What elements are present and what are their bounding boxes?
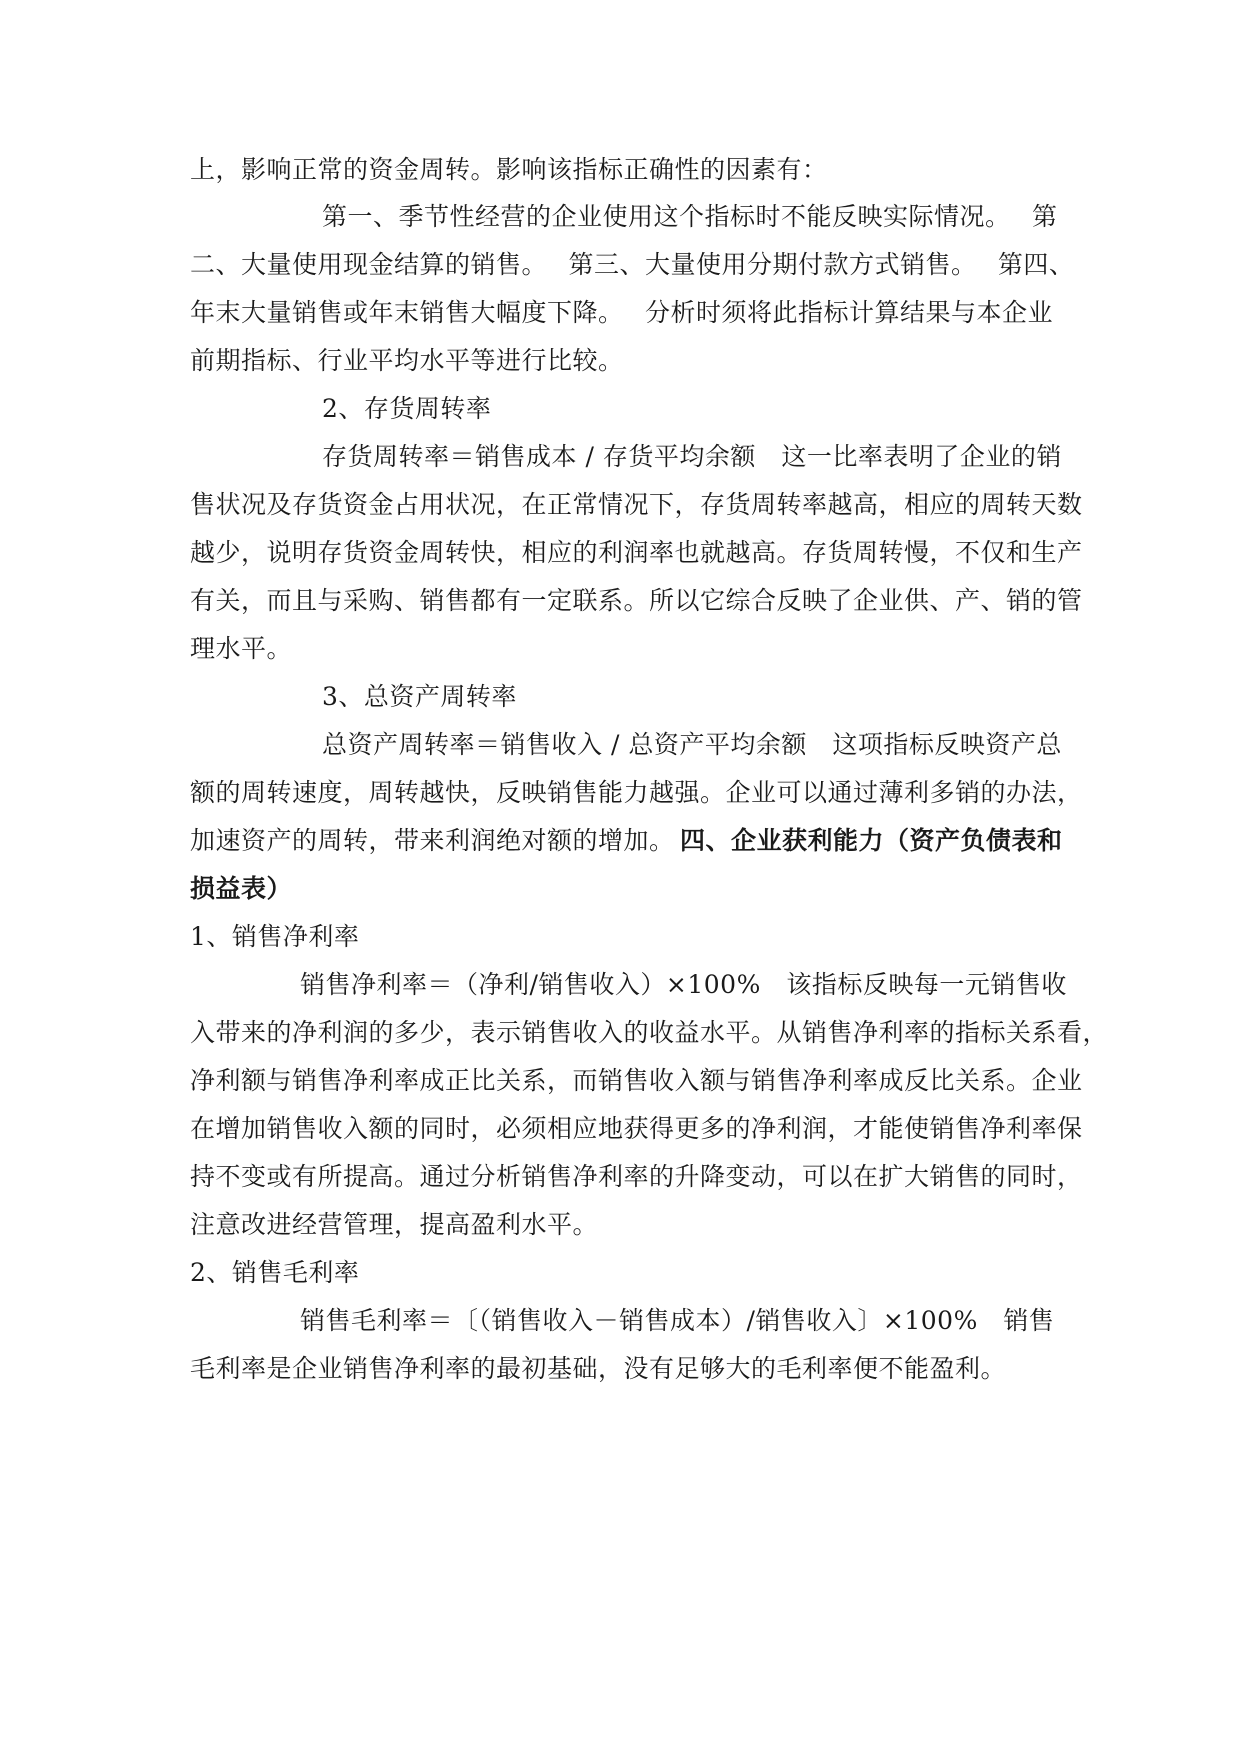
chapter-heading: 损益表） xyxy=(190,874,293,903)
text-line: 存货周转率＝销售成本 / 存货平均余额 这一比率表明了企业的销 xyxy=(322,442,1062,471)
section-heading: 1、销售净利率 xyxy=(190,922,360,951)
text-line: 注意改进经营管理，提高盈利水平。 xyxy=(190,1210,599,1239)
section-heading: 2、销售毛利率 xyxy=(190,1258,360,1287)
text-line: 净利额与销售净利率成正比关系，而销售收入额与销售净利率成反比关系。企业 xyxy=(190,1066,1083,1095)
text-line: 第一、季节性经营的企业使用这个指标时不能反映实际情况。 第 xyxy=(322,202,1058,231)
section-heading: 3、总资产周转率 xyxy=(322,682,517,711)
text-line: 越少，说明存货资金周转快，相应的利润率也就越高。存货周转慢，不仅和生产 xyxy=(190,538,1083,567)
text-line: 销售净利率＝（净利/销售收入）×100% 该指标反映每一元销售收 xyxy=(300,970,1067,999)
text-line: 在增加销售收入额的同时，必须相应地获得更多的净利润，才能使销售净利率保 xyxy=(190,1114,1083,1143)
text-line: 年末大量销售或年末销售大幅度下降。 分析时须将此指标计算结果与本企业 xyxy=(190,298,1053,327)
text-line: 持不变或有所提高。通过分析销售净利率的升降变动，可以在扩大销售的同时， xyxy=(190,1162,1083,1191)
text-line: 销售毛利率＝〔（销售收入－销售成本）/销售收入〕×100% 销售 xyxy=(300,1306,1055,1335)
text-line: 上，影响正常的资金周转。影响该指标正确性的因素有： xyxy=(190,155,828,184)
text-line: 额的周转速度，周转越快，反映销售能力越强。企业可以通过薄利多销的办法， xyxy=(190,778,1083,807)
text-line: 售状况及存货资金占用状况，在正常情况下，存货周转率越高，相应的周转天数 xyxy=(190,490,1083,519)
text-line: 毛利率是企业销售净利率的最初基础，没有足够大的毛利率便不能盈利。 xyxy=(190,1354,1007,1383)
text-line: 加速资产的周转，带来利润绝对额的增加。 xyxy=(190,826,675,855)
text-line: 理水平。 xyxy=(190,634,293,663)
text-line: 有关，而且与采购、销售都有一定联系。所以它综合反映了企业供、产、销的管 xyxy=(190,586,1083,615)
text-line: 前期指标、行业平均水平等进行比较。 xyxy=(190,346,624,375)
text-line: 总资产周转率＝销售收入 / 总资产平均余额 这项指标反映资产总 xyxy=(322,730,1062,759)
text-line: 入带来的净利润的多少，表示销售收入的收益水平。从销售净利率的指标关系看， xyxy=(190,1018,1109,1047)
section-heading: 2、存货周转率 xyxy=(322,394,492,423)
chapter-heading: 四、企业获利能力（资产负债表和 xyxy=(680,826,1063,855)
text-line: 二、大量使用现金结算的销售。 第三、大量使用分期付款方式销售。 第四、 xyxy=(190,250,1075,279)
